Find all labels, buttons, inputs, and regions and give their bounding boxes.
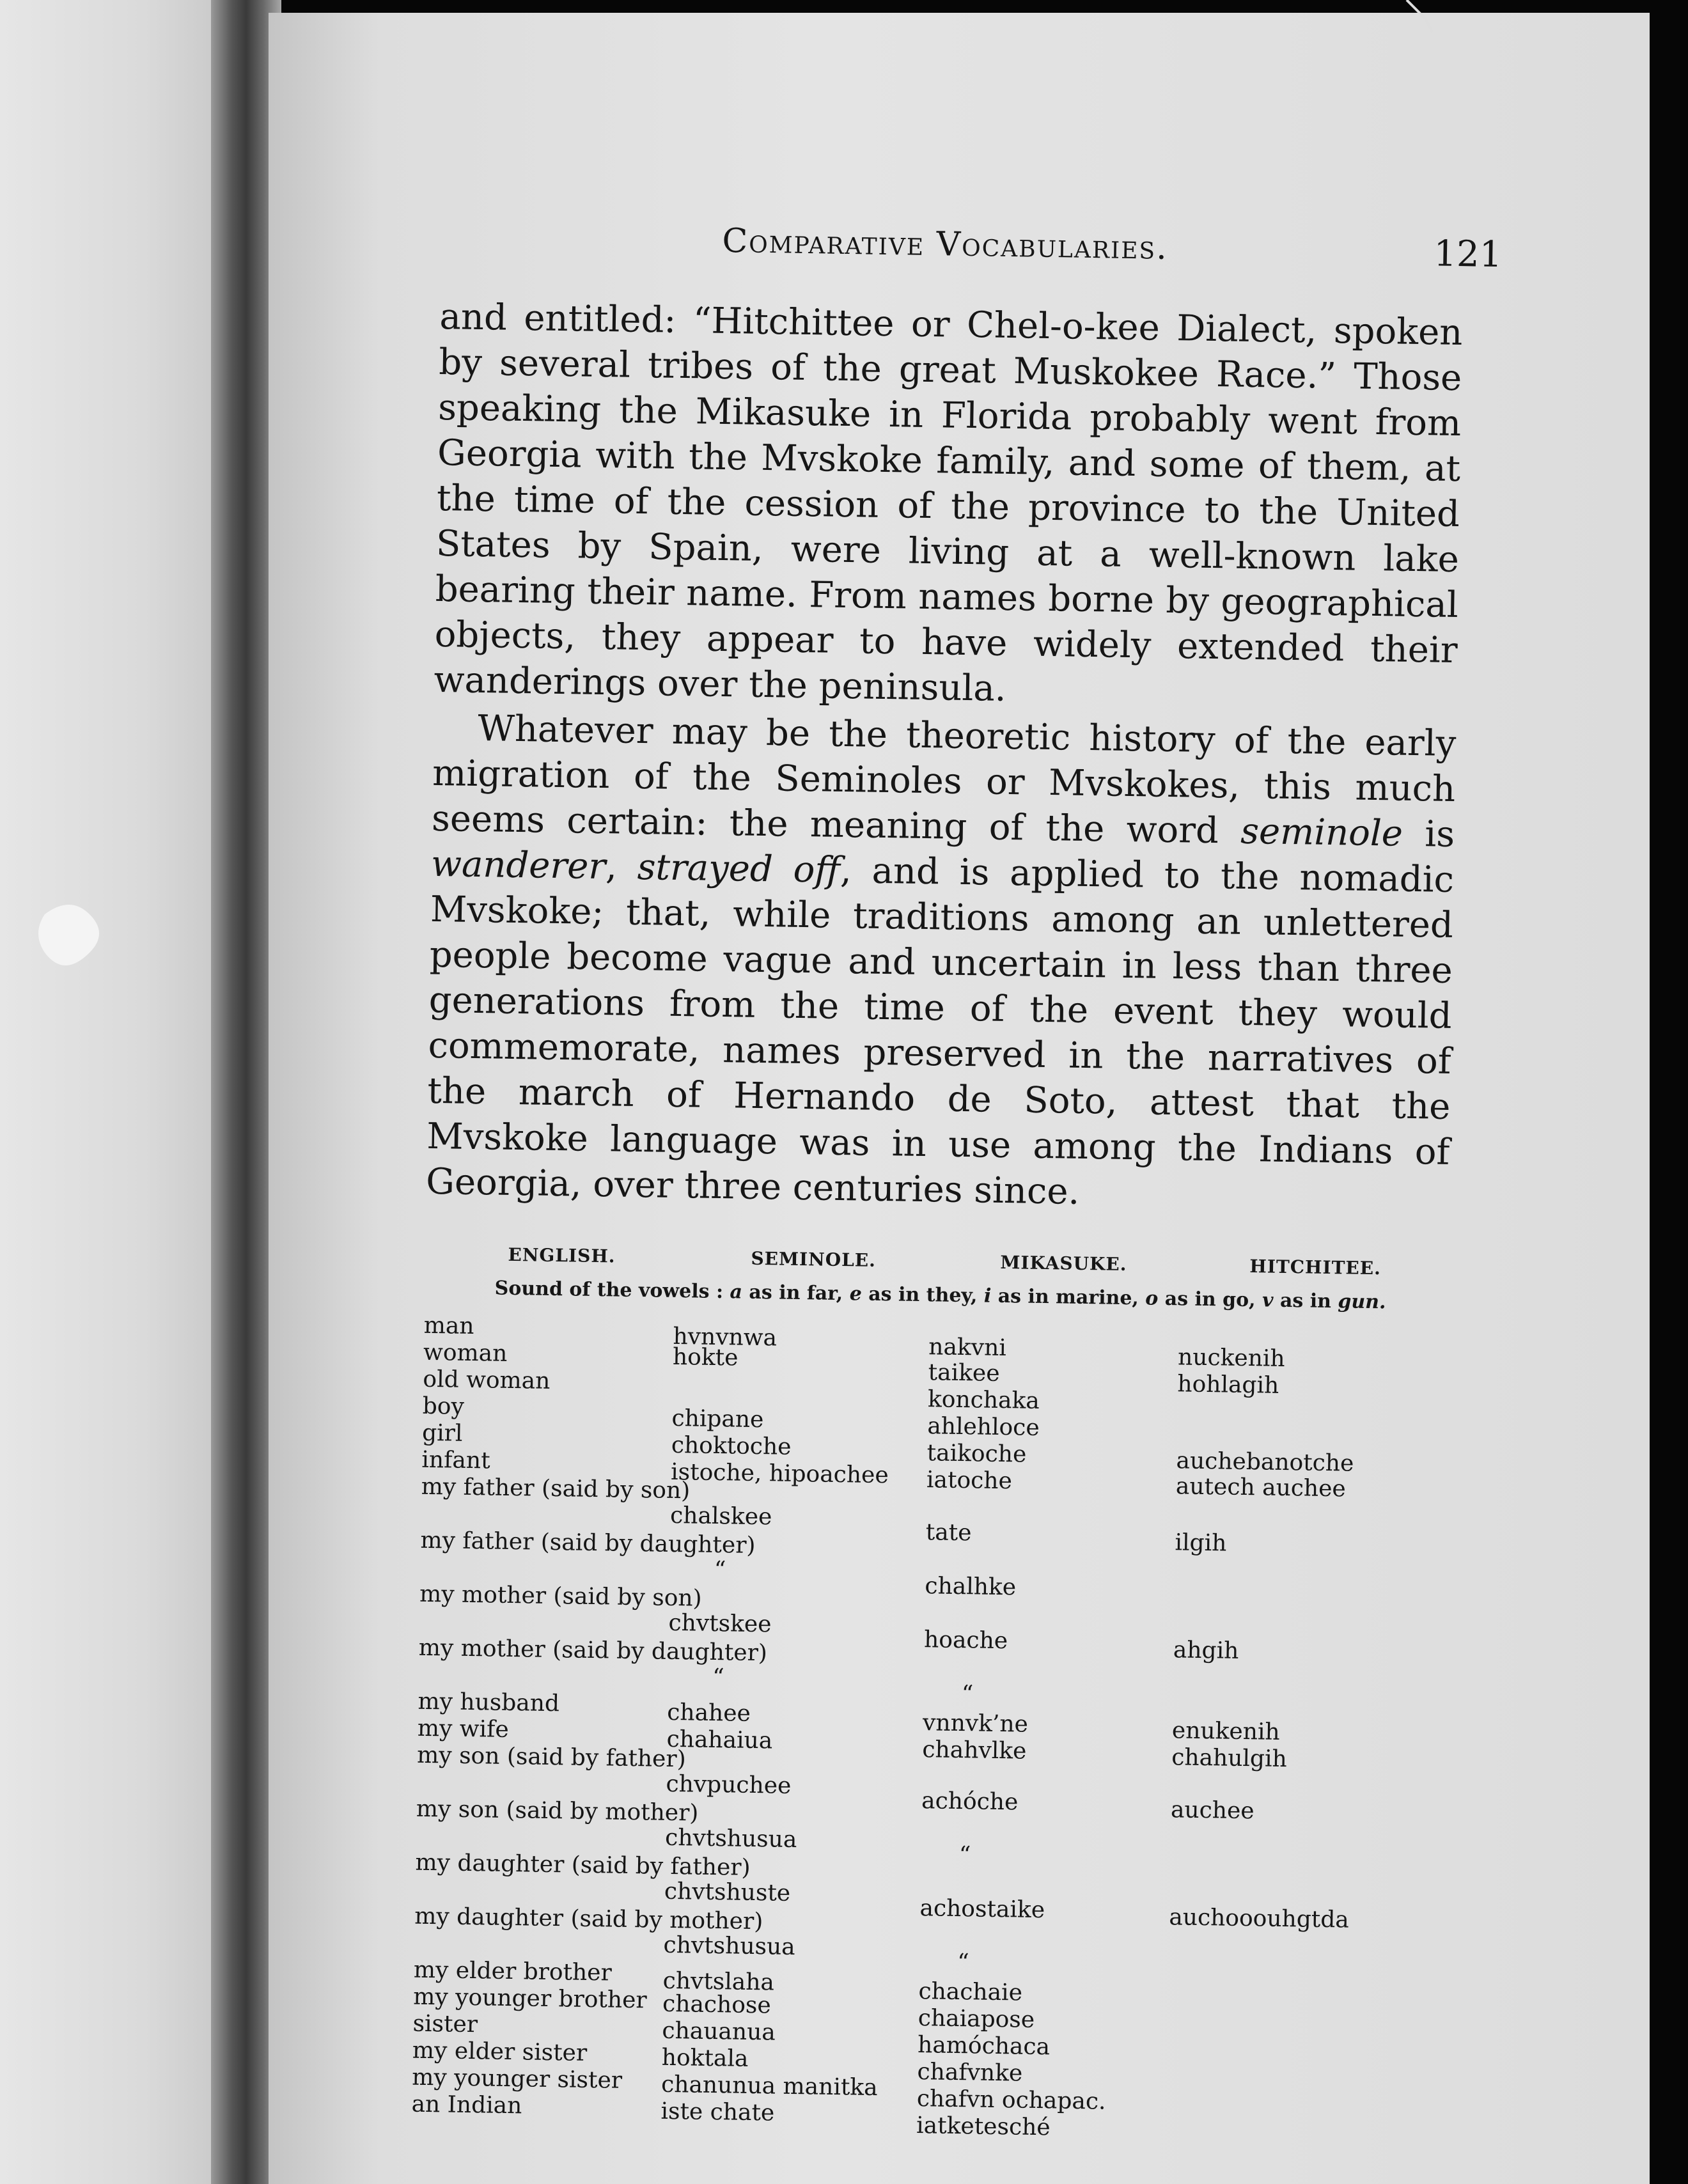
english-term: my younger brother <box>412 1983 647 2014</box>
vocabulary-table <box>411 1243 1448 2141</box>
english-term: man <box>423 1312 474 1340</box>
seminole-term: hoktala <box>661 2044 749 2072</box>
mikasuke-term: chachaie <box>918 1978 1023 2006</box>
mikasuke-term: chahvlke <box>922 1736 1027 1765</box>
english-term: my mother (said by son) <box>419 1580 702 1612</box>
header-hitchitee: HITCHITEE. <box>1249 1256 1382 1279</box>
mikasuke-term: chalhke <box>925 1573 1017 1601</box>
english-term: girl <box>421 1419 463 1447</box>
hitchitee-term: enukenih <box>1171 1717 1280 1745</box>
header-mikasuke: MIKASUKE. <box>1000 1251 1127 1275</box>
mikasuke-term: chafvnke <box>917 2059 1023 2087</box>
mikasuke-term: “ <box>958 1842 971 1869</box>
mikasuke-term: hoache <box>923 1626 1008 1655</box>
hitchitee-term: ilgih <box>1175 1529 1227 1557</box>
hitchitee-term: nuckenih <box>1177 1344 1285 1372</box>
mikasuke-term: chaiapose <box>918 2005 1035 2033</box>
header-seminole: SEMINOLE. <box>751 1247 877 1271</box>
mikasuke-term: chafvn ochapac. <box>916 2086 1106 2115</box>
english-term: boy <box>422 1392 465 1420</box>
seminole-term: chauanua <box>662 2017 776 2046</box>
english-term: my husband <box>418 1688 560 1717</box>
seminole-term: chvtshusua <box>663 1931 796 1961</box>
seminole-term: choktoche <box>671 1431 792 1460</box>
mikasuke-term: “ <box>961 1681 974 1708</box>
english-term: an Indian <box>411 2091 522 2119</box>
seminole-term: “ <box>712 1664 724 1691</box>
italic-seminole: seminole <box>1240 810 1403 855</box>
seminole-term: chvtshuste <box>664 1878 791 1907</box>
seminole-term: istoche, hipoachee <box>670 1458 889 1489</box>
english-term: old woman <box>423 1366 551 1394</box>
seminole-term: chvtshusua <box>664 1824 797 1853</box>
english-term: my son (said by mother) <box>416 1795 699 1827</box>
mikasuke-term: konchaka <box>927 1386 1040 1414</box>
hitchitee-term: autech auchee <box>1175 1473 1347 1502</box>
seminole-term: iste chate <box>660 2098 775 2126</box>
english-term: my father (said by daughter) <box>420 1527 756 1559</box>
white-speck <box>38 905 99 965</box>
hitchitee-term: ahgih <box>1173 1637 1239 1664</box>
english-term: my mother (said by daughter) <box>418 1634 768 1667</box>
hitchitee-term: auchebanotche <box>1176 1447 1354 1477</box>
page-number: 121 <box>1433 233 1503 276</box>
page-text-block <box>411 217 1503 2141</box>
hitchitee-term: hohlagih <box>1177 1371 1279 1399</box>
running-head: Comparative Vocabularies. <box>722 221 1169 267</box>
english-term: my elder brother <box>413 1956 613 1986</box>
hitchitee-term: chahulgih <box>1171 1744 1288 1773</box>
english-term: my elder sister <box>412 2037 588 2066</box>
english-term: sister <box>412 2010 478 2038</box>
page-header <box>440 217 1503 310</box>
seminole-term: hokte <box>672 1343 738 1371</box>
english-term: my father (said by son) <box>421 1473 691 1504</box>
seminole-term: hvnvnwa <box>673 1323 778 1352</box>
seminole-term: chahaiua <box>666 1726 773 1754</box>
mikasuke-term: iatoche <box>926 1467 1013 1495</box>
english-term: infant <box>421 1446 490 1474</box>
mikasuke-term: vnnvk’ne <box>922 1710 1029 1738</box>
seminole-term: “ <box>714 1556 726 1584</box>
mikasuke-term: ahlehloce <box>927 1413 1040 1441</box>
english-term: my younger sister <box>411 2064 623 2094</box>
italic-strayed-off: strayed off <box>637 846 841 891</box>
mikasuke-term: taikoche <box>926 1440 1027 1468</box>
seminole-term: chalskee <box>669 1502 772 1531</box>
seminole-term: chahee <box>666 1699 751 1727</box>
mikasuke-term: hamóchaca <box>917 2032 1051 2061</box>
hitchitee-term: auchee <box>1170 1797 1254 1825</box>
seminole-term: chvpuchee <box>666 1770 792 1799</box>
mikasuke-term: tate <box>925 1519 972 1547</box>
english-term: my son (said by father) <box>416 1742 687 1773</box>
seminole-term: chipane <box>671 1405 764 1433</box>
mikasuke-term: achostaike <box>919 1895 1045 1924</box>
hitchitee-term: auchooouhgtda <box>1169 1904 1350 1933</box>
mikasuke-term: nakvni <box>928 1334 1007 1362</box>
mikasuke-term: “ <box>957 1949 969 1976</box>
english-term: my daughter (said by father) <box>415 1849 751 1881</box>
mikasuke-term: iatketesché <box>916 2112 1051 2141</box>
header-english: ENGLISH. <box>508 1244 616 1267</box>
seminole-term: chachose <box>662 1990 772 2019</box>
english-term: my wife <box>417 1715 510 1743</box>
seminole-term: chanunua manitka <box>660 2071 878 2102</box>
mikasuke-term: achóche <box>921 1788 1019 1816</box>
paragraph-2: Whatever may be the theoretic history of the early migration of the Seminoles or Mvskokes, this much seems certain: the meaning of the word seminole is wanderer, strayed off, and is applied to the nomadic Mvskoke; that, while traditions among an unlettered people become vague and uncertain in less than three generations from the time of the event they would commemorate, names preserved in the narratives of the march of Hernando de Soto, attest that the Mvskoke language was in use among the Indians of Georgia, over three centuries since. <box>425 708 1457 1213</box>
seminole-term: chvtskee <box>668 1609 772 1638</box>
vowel-sound-note: Sound of the vowels : a as in far, e as in they, i as in marine, o as in go, v as in gun. <box>494 1277 1386 1314</box>
italic-wanderer: wanderer <box>430 843 606 888</box>
mikasuke-term: taikee <box>928 1359 1000 1387</box>
english-term: my daughter (said by mother) <box>414 1903 763 1935</box>
paragraph-1: and entitled: “Hitchittee or Chel-o-kee Dialect, spoken by several tribes of the great Muskokee Race.” Those speaking the Mikasuke in Florida probably went from Georgia with the Mvskoke family, and some of them, at the time of the cession of the province to the United States by Spain, were living at a well-known lake bearing their name. From names borne by geographical objects, they appear to have widely extended their wanderings over the peninsula. <box>434 295 1463 710</box>
scratch-mark <box>1407 0 1432 32</box>
seminole-term: chvtslaha <box>662 1967 775 1996</box>
english-term: woman <box>423 1339 508 1367</box>
